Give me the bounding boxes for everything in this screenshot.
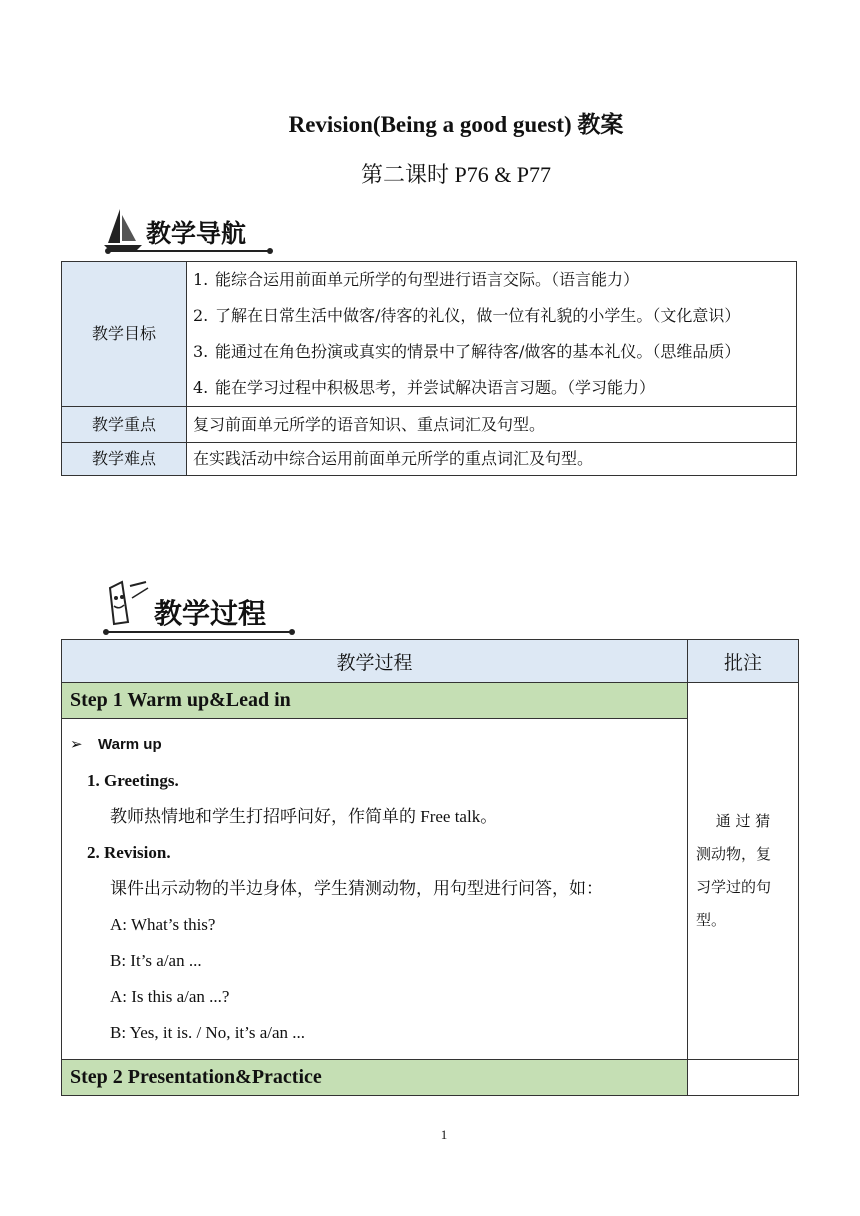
goal-item xyxy=(193,262,790,298)
step1-note xyxy=(688,683,799,1060)
difficulty-label: 教学难点 xyxy=(62,443,187,476)
warm-up-label: Warm up xyxy=(98,736,162,753)
dialog-line: A: Is this a/an ...? xyxy=(110,987,230,1006)
goals-label: 教学目标 xyxy=(62,262,187,407)
revision-text: 课件出示动物的半边身体，学生猜测动物，用句型进行问答，如： xyxy=(110,879,603,898)
step2-note xyxy=(688,1060,799,1096)
nav-banner-text: 教学导航 xyxy=(146,219,247,248)
teaching-navigation-table xyxy=(61,261,797,476)
goal-number: 3. xyxy=(193,342,209,361)
goals-cell xyxy=(187,262,797,407)
page-number: 1 xyxy=(440,1127,448,1142)
goal-text: 了解在日常生活中做客/待客的礼仪，做一位有礼貌的小学生。（文化意识） xyxy=(215,306,741,325)
dialog-line: B: It’s a/an ... xyxy=(110,951,202,970)
step1-title: Step 1 Warm up&Lead in xyxy=(62,683,688,719)
goal-item xyxy=(193,370,790,406)
difficulty-row xyxy=(62,443,797,476)
step1-body xyxy=(62,719,688,1060)
key-points-label: 教学重点 xyxy=(62,407,187,443)
goal-text: 能通过在角色扮演或真实的情景中了解待客/做客的基本礼仪。（思维品质） xyxy=(215,342,741,361)
goal-text: 能综合运用前面单元所学的句型进行语言交际。（语言能力） xyxy=(215,270,640,289)
goal-number: 2. xyxy=(193,306,209,325)
revision-heading: 2. Revision. xyxy=(87,843,171,862)
goal-text: 能在学习过程中积极思考，并尝试解决语言习题。（学习能力） xyxy=(215,378,656,397)
pencil-mascot-icon xyxy=(110,582,148,624)
greetings-heading: 1. Greetings. xyxy=(87,771,179,790)
sailboat-icon xyxy=(104,209,142,251)
process-header-row xyxy=(62,640,799,683)
note-line: 习学过的句 xyxy=(696,878,772,896)
goal-number: 1. xyxy=(193,270,209,289)
difficulty-text: 在实践活动中综合运用前面单元所学的重点词汇及句型。 xyxy=(187,443,797,476)
note-line: 通 过 猜 xyxy=(715,812,771,830)
greetings-text: 教师热情地和学生打招呼问好，作简单的 Free talk。 xyxy=(110,807,498,826)
goals-row xyxy=(62,262,797,407)
dialog-line: B: Yes, it is. / No, it’s a/an ... xyxy=(110,1023,306,1042)
goal-item xyxy=(193,298,790,334)
step2-row xyxy=(62,1060,799,1096)
notes-header: 批注 xyxy=(688,640,799,683)
note-line: 测动物，复 xyxy=(696,845,772,863)
process-header: 教学过程 xyxy=(62,640,688,683)
document-subtitle: 第二课时 P76 & P77 xyxy=(360,162,552,187)
process-banner xyxy=(100,578,298,636)
goal-item xyxy=(193,334,790,370)
step2-title: Step 2 Presentation&Practice xyxy=(62,1060,688,1096)
nav-banner xyxy=(102,203,274,255)
note-line: 型。 xyxy=(696,911,727,929)
warm-up-heading xyxy=(70,727,679,763)
key-points-text: 复习前面单元所学的语音知识、重点词汇及句型。 xyxy=(187,407,797,443)
teaching-process-table xyxy=(61,639,799,1096)
process-banner-text: 教学过程 xyxy=(154,597,267,630)
dialog-line: A: What’s this? xyxy=(110,915,216,934)
document-title: Revision(Being a good guest) 教案 xyxy=(288,112,624,137)
step1-row xyxy=(62,683,799,719)
arrow-bullet-icon: ➢ xyxy=(70,736,83,753)
goal-number: 4. xyxy=(193,378,209,397)
key-points-row xyxy=(62,407,797,443)
